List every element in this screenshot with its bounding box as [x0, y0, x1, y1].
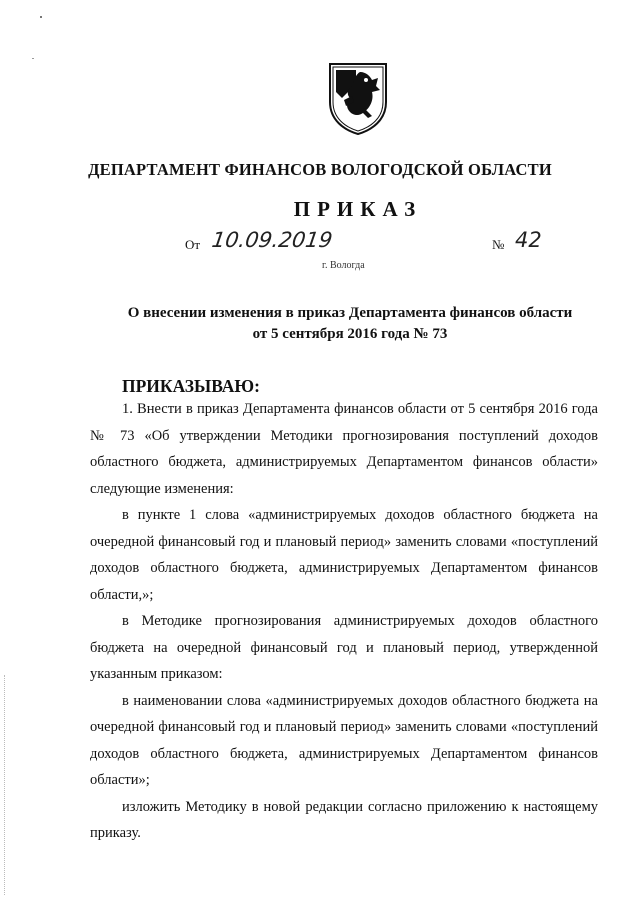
date-label: От: [185, 237, 201, 252]
scan-speck: [40, 16, 42, 18]
scan-margin-noise: [4, 675, 6, 895]
order-heading: ПРИКАЗЫВАЮ:: [122, 376, 260, 396]
number-label: №: [492, 237, 505, 252]
city-name: г. Вологда: [322, 260, 365, 271]
body-paragraph: в пункте 1 слова «администрируемых доходов областного бюджета на очередной финансовый год и плановый период» заменить словами «поступлений доходов областного бюджета, администрируемых Департаментом финансов области,»;: [90, 507, 598, 603]
handwritten-number: 42: [515, 228, 542, 252]
department-name: ДЕПАРТАМЕНТ ФИНАНСОВ ВОЛОГОДСКОЙ ОБЛАСТИ: [88, 160, 552, 179]
subject-line: от 5 сентября 2016 года № 73: [252, 326, 448, 342]
order-body: [90, 396, 598, 847]
body-paragraph: 1. Внести в приказ Департамента финансов области от 5 сентября 2016 года № 73 «Об утверждении Методики прогнозирования поступлений доходов областного бюджета, администрируемых Департаментом финансов области» следующие изменения:: [90, 401, 598, 497]
document-type-title: ПРИКАЗ: [293, 197, 423, 221]
coat-of-arms-emblem: [322, 58, 394, 138]
subject-line: О внесении изменения в приказ Департамента финансов области: [127, 305, 573, 321]
scan-speck: [32, 58, 34, 59]
order-subject: [100, 303, 600, 345]
handwritten-date: 10.09.2019: [210, 228, 334, 252]
body-paragraph: изложить Методику в новой редакции согласно приложению к настоящему приказу.: [90, 798, 598, 841]
body-paragraph: в Методике прогнозирования администрируемых доходов областного бюджета на очередной финансовый год и плановый период, утвержденной указанным приказом:: [90, 613, 598, 682]
body-paragraph: в наименовании слова «администрируемых доходов областного бюджета на очередной финансовый год и плановый период» заменить словами «поступлений доходов областного бюджета, администрируемых Департаментом финансов области»;: [90, 692, 598, 788]
